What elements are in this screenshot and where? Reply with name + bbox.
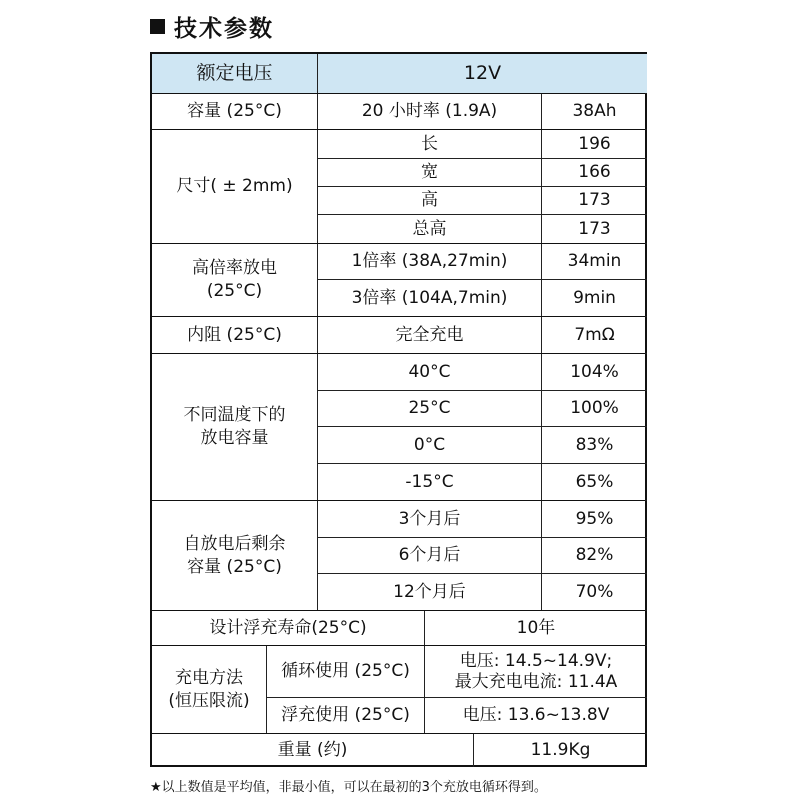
temp-25-value: 100% xyxy=(542,391,647,427)
rate-1c-value: 34min xyxy=(542,244,647,280)
dimension-total-height-label: 总高 xyxy=(318,215,542,244)
rated-voltage-value: 12V xyxy=(318,54,647,94)
after-6-months-value: 82% xyxy=(542,538,647,574)
temp-40-label: 40°C xyxy=(318,354,542,391)
temperature-capacity-label: 不同温度下的 放电容量 xyxy=(152,354,318,501)
temp-0-value: 83% xyxy=(542,427,647,464)
rate-1c-condition: 1倍率 (38A,27min) xyxy=(318,244,542,280)
section-divider xyxy=(152,733,645,734)
dimension-height-value: 173 xyxy=(542,187,647,215)
dimension-height-label: 高 xyxy=(318,187,542,215)
capacity-label: 容量 (25°C) xyxy=(152,94,318,130)
after-3-months-label: 3个月后 xyxy=(318,501,542,538)
internal-resistance-value: 7mΩ xyxy=(542,317,647,354)
square-bullet-icon xyxy=(150,19,165,34)
dimension-width-value: 166 xyxy=(542,159,647,187)
cycle-use-value: 电压: 14.5~14.9V; 最大充电电流: 11.4A xyxy=(425,646,647,698)
section-divider xyxy=(152,610,645,611)
section-heading-text: 技术参数 xyxy=(174,15,274,42)
self-discharge-label: 自放电后剩余 容量 (25°C) xyxy=(152,501,318,611)
dimension-length-value: 196 xyxy=(542,130,647,159)
dimension-total-height-value: 173 xyxy=(542,215,647,244)
rated-voltage-label: 额定电压 xyxy=(152,54,318,94)
after-6-months-label: 6个月后 xyxy=(318,538,542,574)
temp-25-label: 25°C xyxy=(318,391,542,427)
charging-method-label: 充电方法 (恒压限流) xyxy=(152,646,267,734)
footnote: ★以上数值是平均值，非最小值，可以在最初的3个充放电循环得到。 xyxy=(150,780,547,795)
weight-label: 重量 (约) xyxy=(152,734,474,767)
float-use-label: 浮充使用 (25°C) xyxy=(267,698,425,734)
temp-0-label: 0°C xyxy=(318,427,542,464)
weight-value: 11.9Kg xyxy=(530,740,591,761)
dimension-length-label: 长 xyxy=(318,130,542,159)
capacity-value: 38Ah xyxy=(542,94,647,130)
after-12-months-value: 70% xyxy=(542,574,647,611)
rate-3c-value: 9min xyxy=(542,280,647,317)
section-heading xyxy=(150,8,274,44)
dimensions-label: 尺寸( ± 2mm) xyxy=(152,130,318,244)
dimension-width-label: 宽 xyxy=(318,159,542,187)
section-divider xyxy=(152,645,645,646)
spec-table xyxy=(150,52,647,767)
internal-resistance-label: 内阻 (25°C) xyxy=(152,317,318,354)
temp-40-value: 104% xyxy=(542,354,647,391)
float-use-value: 电压: 13.6~13.8V xyxy=(425,698,647,734)
capacity-condition: 20 小时率 (1.9A) xyxy=(318,94,542,130)
after-3-months-value: 95% xyxy=(542,501,647,538)
section-divider xyxy=(152,353,645,354)
temp-minus15-label: -15°C xyxy=(318,464,542,501)
design-life-label: 设计浮充寿命(25°C) xyxy=(152,611,425,646)
internal-resistance-condition: 完全充电 xyxy=(318,317,542,354)
design-life-value: 10年 xyxy=(425,611,647,646)
high-rate-discharge-label: 高倍率放电 (25°C) xyxy=(152,244,318,317)
after-12-months-label: 12个月后 xyxy=(318,574,542,611)
temp-minus15-value: 65% xyxy=(542,464,647,501)
section-divider xyxy=(152,243,645,244)
section-divider xyxy=(152,316,645,317)
rate-3c-condition: 3倍率 (104A,7min) xyxy=(318,280,542,317)
cycle-use-label: 循环使用 (25°C) xyxy=(267,646,425,698)
section-divider xyxy=(152,129,645,130)
section-divider xyxy=(152,500,645,501)
section-divider xyxy=(152,93,645,94)
